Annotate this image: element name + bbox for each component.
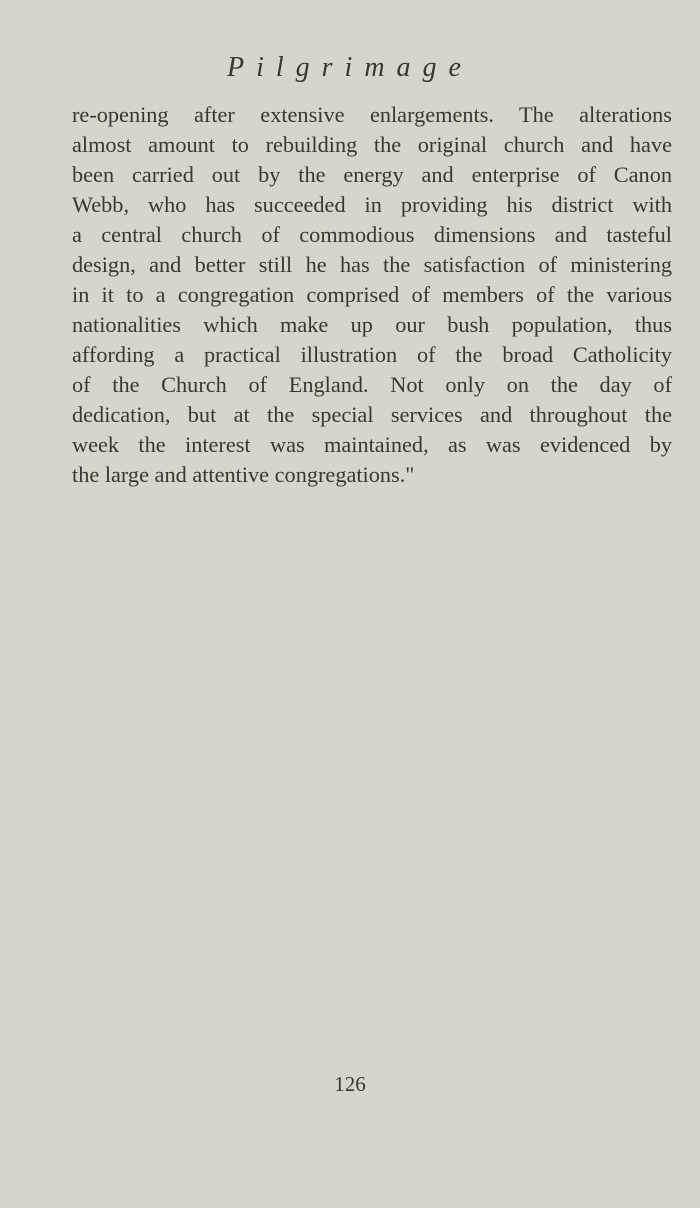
text-line: nationalities which make up our bush population, thus xyxy=(72,312,672,337)
text-line: design, and better still he has the satisfaction of ministering xyxy=(72,252,672,277)
page-number: 126 xyxy=(334,1072,366,1096)
text-line: Webb, who has succeeded in providing his district with xyxy=(72,192,672,217)
text-line: week the interest was maintained, as was evidenced by xyxy=(72,432,672,457)
text-line: in it to a congregation comprised of members of the various xyxy=(72,282,672,307)
text-line: of the Church of England. Not only on the day of xyxy=(72,372,672,397)
text-line: the large and attentive congregations." xyxy=(72,462,415,487)
text-line: almost amount to rebuilding the original church and have xyxy=(72,132,672,157)
text-line: been carried out by the energy and enterprise of Canon xyxy=(72,162,672,187)
text-line: a central church of commodious dimensions and tasteful xyxy=(72,222,672,247)
running-head: Pilgrimage xyxy=(227,52,473,83)
body-paragraph xyxy=(72,100,672,490)
text-line: re-opening after extensive enlargements. The alterations xyxy=(72,102,672,127)
text-line: affording a practical illustration of the broad Catholicity xyxy=(72,342,672,367)
text-line: dedication, but at the special services and throughout the xyxy=(72,402,672,427)
